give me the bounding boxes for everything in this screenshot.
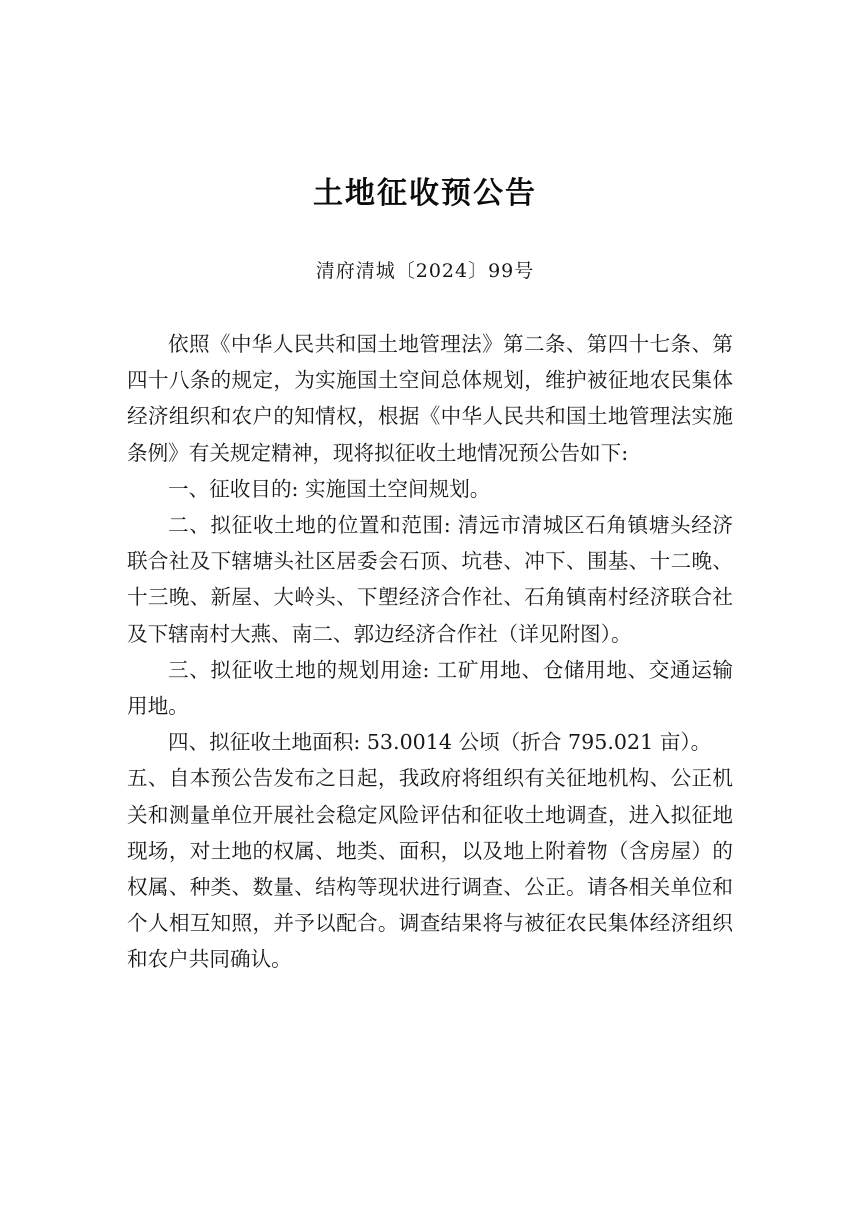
document-title: 土地征收预公告	[313, 176, 537, 211]
paragraph-usage: 三、拟征收土地的规划用途: 工矿用地、仓储用地、交通运输用地。	[127, 657, 733, 719]
document-number: 清府清城〔2024〕99号	[315, 260, 535, 282]
paragraph-survey: 五、自本预公告发布之日起，我政府将组织有关征地机构、公正机关和测量单位开展社会稳定风险评估和征收土地调查，进入拟征地现场，对土地的权属、地类、面积，以及地上附着物（含房屋）的权属、种类、数量、结构等现状进行调查、公正。请各相关单位和个人相互知照，并予以配合。调查结果将与被征农民集体经济组织和农户共同确认。	[127, 766, 733, 972]
document-body	[127, 326, 733, 978]
paragraph-preamble: 依照《中华人民共和国土地管理法》第二条、第四十七条、第四十八条的规定，为实施国土空间总体规划，维护被征地农民集体经济组织和农户的知情权，根据《中华人民共和国土地管理法实施条例》有关规定精神，现将拟征收土地情况预公告如下:	[127, 332, 733, 465]
paragraph-location: 二、拟征收土地的位置和范围: 清远市清城区石角镇塘头经济联合社及下辖塘头社区居委会石顶、坑巷、冲下、围基、十二晚、十三晚、新屋、大岭头、下塱经济合作社、石角镇南村经济联合社及下辖南村大燕、南二、郭边经济合作社（详见附图）。	[127, 513, 733, 646]
paragraph-purpose: 一、征收目的: 实施国土空间规划。	[168, 476, 491, 501]
paragraph-area: 四、拟征收土地面积: 53.0014 公顷（折合 795.021 亩）。	[168, 730, 712, 755]
